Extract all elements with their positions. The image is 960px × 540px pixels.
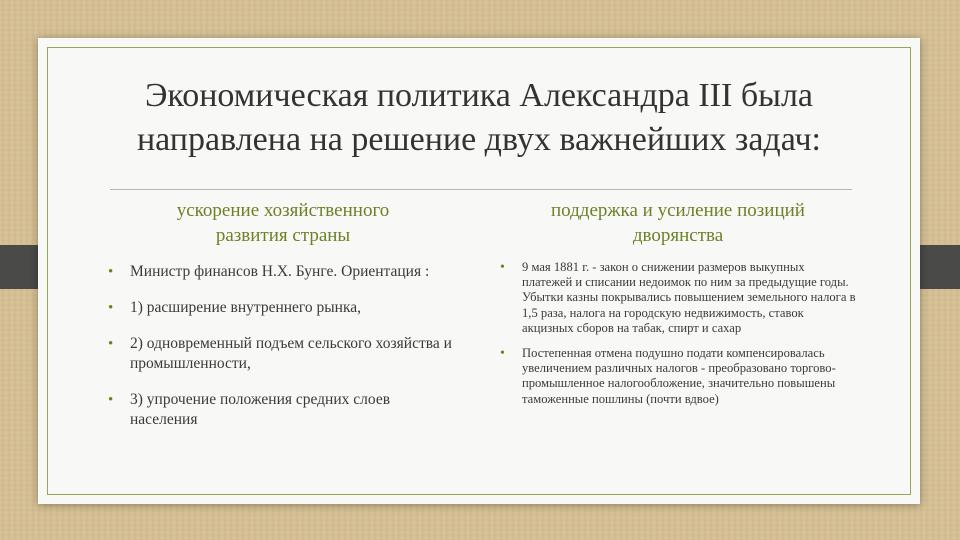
right-heading-line-1: поддержка и усиление позиций	[551, 200, 805, 221]
right-heading-line-2: дворянства	[632, 225, 724, 246]
title-line-2: направлена на решение двух важнейших задач:	[136, 121, 822, 158]
left-bullet-list	[108, 262, 458, 430]
list-item	[108, 262, 458, 282]
right-column	[500, 198, 856, 417]
right-bullet-list	[500, 260, 856, 407]
bullet-icon: •	[108, 300, 114, 316]
bullet-icon: •	[500, 346, 505, 362]
list-item-text: Министр финансов Н.Х. Бунге. Ориентация :	[130, 263, 430, 280]
list-item-text: 1) расширение внутреннего рынка,	[130, 299, 362, 316]
list-item	[500, 346, 856, 407]
list-item	[108, 390, 458, 430]
list-item-text: 9 мая 1881 г. - закон о снижении размеров выкупных платежей и списании недоимок по ним за предыдущие годы. Убытки казны покрывались повышением земельного налога в 1,5 раза, налога на городскую недвижимость, ставок акцизных сборов на табак, спирт и сахар	[522, 260, 856, 335]
list-item	[108, 298, 458, 318]
list-item	[500, 260, 856, 336]
left-heading-line-1: ускорение хозяйственного	[176, 200, 390, 221]
list-item-text: 2) одновременный подъем сельского хозяйства и промышленности,	[130, 335, 452, 372]
slide	[38, 38, 920, 504]
left-column-heading	[108, 198, 458, 248]
left-column	[108, 198, 458, 446]
bullet-icon: •	[500, 260, 505, 275]
title-divider	[110, 189, 852, 190]
title-line-1: Экономическая политика Александра III была	[144, 77, 814, 114]
bullet-icon: •	[108, 264, 114, 280]
slide-title	[78, 74, 880, 162]
right-column-heading	[500, 198, 856, 248]
bullet-icon: •	[108, 336, 114, 352]
left-heading-line-2: развития страны	[215, 225, 351, 246]
list-item-text: 3) упрочение положения средних слоев населения	[130, 391, 391, 428]
list-item	[108, 334, 458, 374]
bullet-icon: •	[108, 392, 114, 408]
list-item-text: Постепенная отмена подушно подати компенсировалась увеличением различных налогов - преобразовано торгово-промышленное налогообложение, значительно повышены таможенные пошлины (почти вдвое)	[522, 346, 836, 406]
